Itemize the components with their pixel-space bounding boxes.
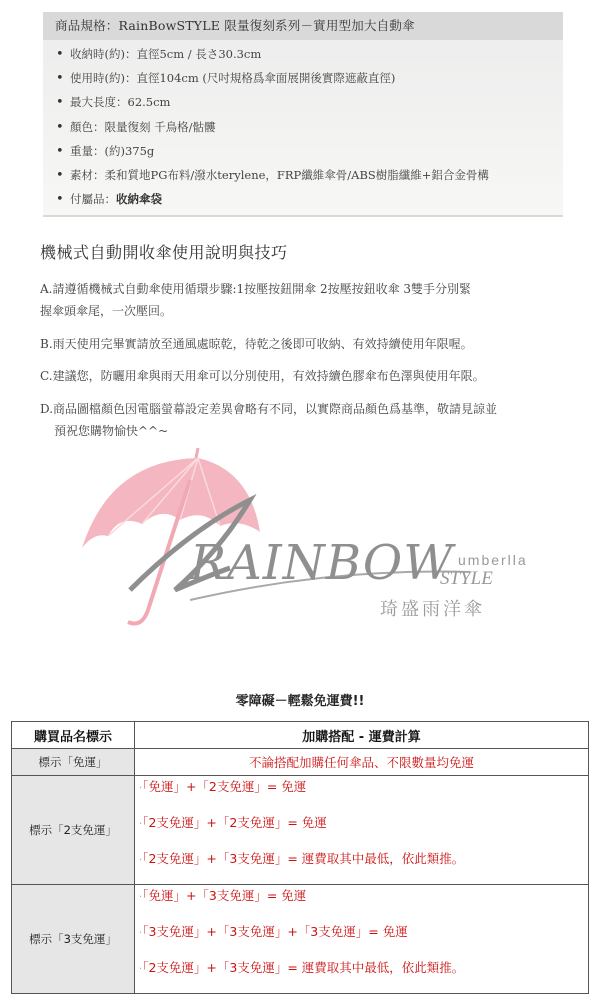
list-item: ·「免運」+「3支免運」= 免運 [139, 888, 307, 903]
bullet-icon: • [56, 192, 64, 208]
spec-item: • 最大長度：62.5cm [56, 90, 489, 114]
bullet-icon: · [139, 783, 143, 794]
spec-item: • 付屬品：收納傘袋 [56, 187, 489, 211]
bullet-icon: • [56, 95, 64, 111]
bullet-icon: · [139, 892, 143, 903]
spec-box [43, 12, 563, 217]
list-item: ·「2支免運」+「3支免運」= 運費取其中最低，依此類推。 [139, 960, 465, 975]
bullet-icon: • [56, 143, 64, 159]
logo-chinese-name: 琦盛雨洋傘 [380, 599, 485, 620]
table-row [12, 776, 589, 885]
bullet-icon: · [139, 964, 143, 975]
column-header: 購買品名標示 [12, 722, 135, 749]
logo-style: STYLE [440, 568, 493, 589]
column-header: 加購搭配 - 運費計算 [135, 722, 589, 749]
brand-logo [70, 440, 540, 650]
bullet-icon: • [56, 119, 64, 135]
list-item: ·「2支免運」+「3支免運」= 運費取其中最低，依此類推。 [139, 851, 465, 866]
logo-subtitle: umberlla [458, 552, 528, 568]
spec-item: • 顏色：限量復刻 千鳥格/骷髏 [56, 115, 489, 139]
bullet-icon: · [139, 819, 143, 830]
row-value: 不論搭配加購任何傘品、不限數量均免運 [135, 749, 589, 776]
row-label: 標示「免運」 [12, 749, 135, 776]
list-item: ·「3支免運」+「3支免運」+「3支免運」= 免運 [139, 924, 408, 939]
list-item: ·「2支免運」+「2支免運」= 免運 [139, 815, 327, 830]
table-row [12, 885, 589, 994]
spec-item: • 重量：(約)375g [56, 139, 489, 163]
bullet-icon: • [56, 167, 64, 183]
guide-item-a: A.請遵循機械式自動傘使用循環步驟:1按壓按鈕開傘 2按壓按鈕收傘 3雙手分別緊 握傘頭傘尾，一次壓回。 [40, 282, 472, 318]
spec-item: • 使用時(約)：直徑104cm (尺吋規格爲傘面展開後實際遮蔽直徑) [56, 66, 489, 90]
row-label: 標示「3支免運」 [12, 885, 135, 994]
shipping-title: 零障礙－輕鬆免運費!! [235, 694, 365, 709]
row-value [135, 885, 589, 994]
logo-wordmark: RAINBOW [190, 535, 454, 591]
bullet-icon: • [56, 71, 64, 87]
shipping-table [11, 721, 589, 994]
row-value [135, 776, 589, 885]
spec-header: 商品規格：RainBowSTYLE 限量復刻系列－實用型加大自動傘 [43, 12, 563, 40]
guide-item-b: B.雨天使用完畢實請放至通風處晾乾，待乾之後即可收納、有效持續使用年限喔。 [40, 337, 473, 351]
guide-item-c: C.建議您，防曬用傘與雨天用傘可以分別使用，有效持續色膠傘布色澤與使用年限。 [40, 369, 485, 383]
spec-item: • 素材：柔和質地PG布料/潑水terylene，FRP纖維傘骨/ABS樹脂纖維+鋁合金骨構 [56, 163, 489, 187]
list-item: ·「免運」+「2支免運」= 免運 [139, 779, 307, 794]
spec-list [56, 42, 489, 211]
spec-item: • 收納時(約)：直徑5cm / 長さ30.3cm [56, 42, 489, 66]
table-row [12, 749, 589, 776]
bullet-icon: · [139, 855, 143, 866]
bullet-icon: · [139, 928, 143, 939]
guide-item-d: D.商品圖檔顏色因電腦螢幕設定差異會略有不同，以實際商品顏色爲基準，敬請見諒並 預祝您購物愉快^^~ [40, 402, 498, 438]
table-header-row [12, 722, 589, 749]
guide-title: 機械式自動開收傘使用說明與技巧 [40, 243, 288, 262]
bullet-icon: • [56, 47, 64, 62]
row-label: 標示「2支免運」 [12, 776, 135, 885]
